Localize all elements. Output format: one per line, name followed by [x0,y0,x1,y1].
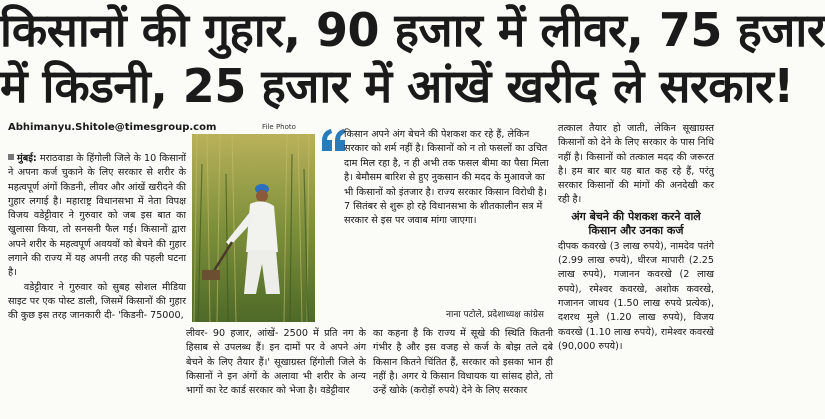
pull-quote-text: किसान अपने अंग बेचने की पेशकश कर रहे हैं, लेकिन सरकार को शर्म नहीं है। किसानों को न तो फसलों का उचित दाम मिल रहा है, न ही अभी तक फसल बीमा का पैसा मिला है। बेमौसम बारिश से हुए नुकसान की मदद के मुआवजे का भी किसानों को इंतजार है। राज्य सरकार किसान विरोधी है। 7 सितंबर से शुरू हो रहे विधानसभा के शीतकालीन सत्र में सरकार से इस पर जवाब मांगा जाएगा। [344,129,549,227]
bullet-square-icon [8,154,14,160]
pull-quote-source: नाना पटोले, प्रदेशाध्यक्ष कांग्रेस [446,310,544,320]
byline: Abhimanyu.Shitole@timesgroup.com [8,122,217,133]
headline [0,0,825,118]
article-column-3 [373,327,553,398]
headline-line-1: किसानों की गुहार, 90 हजार में लीवर, 75 हजार [0,3,825,57]
article-paragraph: वडेट्टीवार ने गुरुवार को सुबह सोशल मीडिया साइट पर एक पोस्ट डाली, जिसमें किसानों की गुहार की कुछ इस तरह जानकारी दी- 'किडनी- 75000, [8,281,186,322]
article-column-4 [558,122,714,354]
article-column-2 [186,327,366,398]
article-paragraph: मराठवाडा के हिंगोली जिले के 10 किसानों ने अपना कर्ज चुकाने के लिए सरकार से शरीर के महत्वपूर्ण अंगों किडनी, लीवर और आंखें खरीदने की गुहार लगाई है। महाराष्ट्र विधानसभा में नेता विपक्ष विजय वडेट्टीवार ने गुरुवार को जब इस बात का खुलासा किया, तो सनसनी फैल गई। किसानों द्वारा अपने शरीर के महत्वपूर्ण अवयवों को बेचने की गुहार लगाने की राज्य में यह अपनी तरह की पहली घटना है। [8,153,186,279]
subheading: अंग बेचने की पेशकश करने वाले किसान और उनका कर्ज [571,209,701,237]
photo-credit: File Photo [262,123,296,131]
article-paragraph: तत्काल तैयार हो जाती, लेकिन सूखाग्रस्त किसानों को देने के लिए सरकार के पास निधि नहीं है। किसानों को तत्काल मदद की जरूरत है। हम बार बार यह बात कह रहे हैं, परंतु सरकार किसानों की मांगों की अनदेखी कर रही है। [558,123,714,206]
article-paragraph: का कहना है कि राज्य में सूखे की स्थिति कितनी गंभीर है और इस वजह से कर्ज के बोझ तले दबे किसान कितने चिंतित हैं, सरकार को इसका भान ही नहीं है। अगर ये किसान विधायक या सांसद होते, तो उन्हें खोके (करोड़ों रुपये) देने के लिए सरकार [373,328,553,397]
headline-line-2: में किडनी, 25 हजार में आंखें खरीद ले सरकार! [0,59,794,113]
article-paragraph: दीपक कवरखे (3 लाख रुपये), नामदेव पतंगे (2.99 लाख रुपये), धीरज मापारी (2.25 लाख रुपये), गजानन कवरखे (2 लाख रुपये), रमेश्वर कवरखे, अशोक कवरखे, गजानन जाधव (1.50 लाख रुपये प्रत्येक), दशरथ मुले (1.20 लाख रुपये), विजय कवरखे (1.10 लाख रुपये), रामेश्वर कवरखे (90,000 रुपये)। [558,240,714,352]
pull-quote [320,127,550,323]
article-column-1 [8,152,186,324]
dateline: मुंबई: [17,153,37,164]
farmer-photo [192,134,315,322]
article-paragraph: लीवर- 90 हजार, आंखें- 2500 में प्रति नग के हिसाब से उपलब्ध हैं। इन दामों पर वे अपने अंग बेचने के लिए तैयार हैं।' सूखाग्रस्त हिंगोली जिले के किसानों ने इन अंगों के अलावा भी शरीर के अन्य भागों का रेट कार्ड सरकार को भेजा है। वडेट्टीवार [186,328,366,397]
